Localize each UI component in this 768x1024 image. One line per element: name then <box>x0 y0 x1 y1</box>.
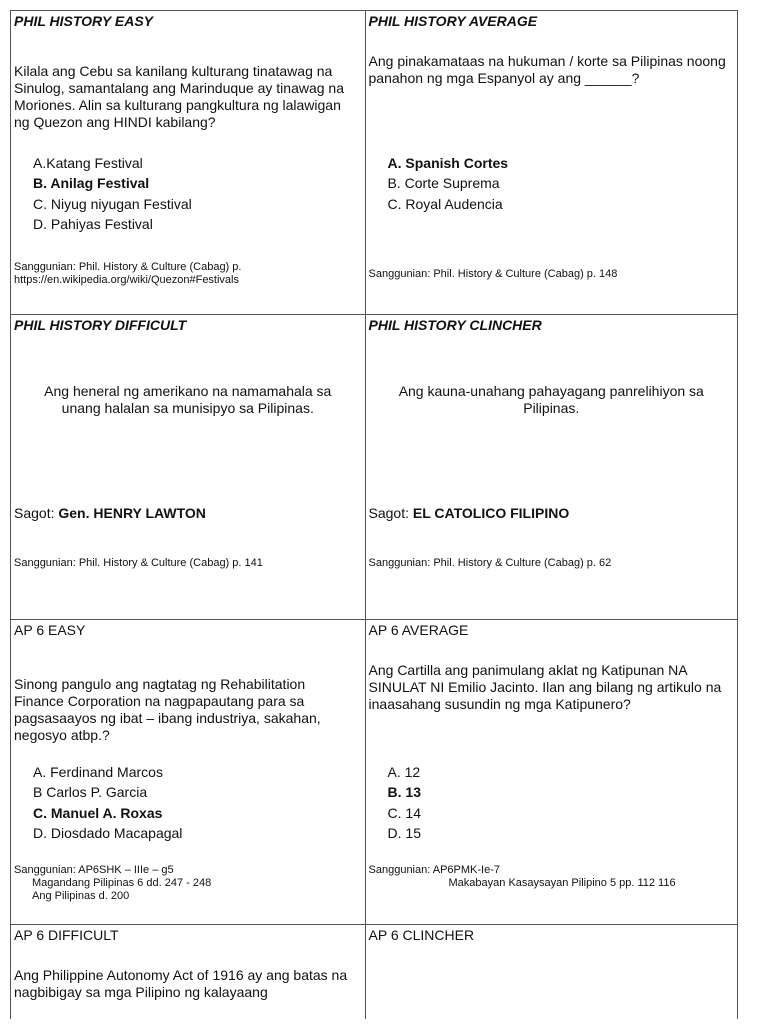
card-phil-history-easy <box>11 10 366 315</box>
card-title: AP 6 CLINCHER <box>368 927 475 943</box>
card-title: AP 6 EASY <box>14 622 86 638</box>
question-text: Ang kauna-unahang pahayagang panrelihiyon sa Pilipinas. <box>398 383 704 416</box>
choice-a: A.Katang Festival <box>33 155 143 171</box>
choice-c-correct: C. Manuel A. Roxas <box>33 804 163 821</box>
source-line: Sanggunian: AP6PMK-Ie-7 <box>368 864 500 876</box>
card-title: PHIL HISTORY CLINCHER <box>368 317 542 333</box>
source-link[interactable]: https://en.wikipedia.org/wiki/Quezon#Festivals <box>14 274 239 286</box>
card-title: PHIL HISTORY DIFFICULT <box>14 317 187 333</box>
choice-c: C. 14 <box>387 804 421 821</box>
choice-a: A. Ferdinand Marcos <box>33 764 163 780</box>
card-ap6-average <box>366 620 738 925</box>
answer-value: EL CATOLICO FILIPINO <box>412 505 570 521</box>
card-row <box>10 10 738 315</box>
choice-b-correct: B. Anilag Festival <box>33 175 150 192</box>
choice-a-correct: A. Spanish Cortes <box>387 155 509 171</box>
card-row <box>10 925 738 1019</box>
card-title: AP 6 AVERAGE <box>368 622 469 638</box>
choice-b: B. Corte Suprema <box>387 175 500 192</box>
choice-c: C. Royal Audencia <box>387 195 503 212</box>
choice-b: B Carlos P. Garcia <box>33 784 148 801</box>
quiz-card-grid <box>10 10 738 1019</box>
source-citation: Sanggunian: Phil. History & Culture (Cabag) p. 62 <box>368 557 612 569</box>
question-text: Ang Cartilla ang panimulang aklat ng Katipunan NA SINULAT NI Emilio Jacinto. Ilan ang bilang ng artikulo na inaasahang susundin ng mga Katipunero? <box>368 662 722 712</box>
choice-d: D. Pahiyas Festival <box>33 216 153 233</box>
source-line: Sanggunian: AP6SHK – IIIe – g5 <box>14 864 174 876</box>
answer-value: Gen. HENRY LAWTON <box>58 505 206 521</box>
choice-b-correct: B. 13 <box>387 784 421 801</box>
source-line: Ang Pilipinas d. 200 <box>32 890 130 902</box>
card-ap6-difficult <box>11 925 366 1019</box>
source-line: Makabayan Kasaysayan Pilipino 5 pp. 112 116 <box>448 877 676 889</box>
question-text: Ang pinakamataas na hukuman / korte sa Pilipinas noong panahon ng mga Espanyol ay ang ______? <box>368 53 726 86</box>
question-text: Kilala ang Cebu sa kanilang kulturang tinatawag na Sinulog, samantalang ang Marinduque ay tinawag na Moriones. Alin sa kulturang pangkultura ng lalawigan ng Quezon ang HINDI kabilang? <box>14 63 345 130</box>
card-phil-history-difficult <box>11 315 366 620</box>
answer-line <box>14 505 206 521</box>
card-title: PHIL HISTORY EASY <box>14 13 154 29</box>
card-ap6-clincher <box>366 925 738 1019</box>
choice-c: C. Niyug niyugan Festival <box>33 195 192 212</box>
answer-label: Sagot: <box>14 505 55 521</box>
question-text: Sinong pangulo ang nagtatag ng Rehabilitation Finance Corporation na nagpapautang para sa pagsasaayos ng ibat – ibang industriya, sakahan, negosyo atbp.? <box>14 676 321 743</box>
card-phil-history-average <box>366 10 738 315</box>
card-row <box>10 315 738 620</box>
choice-list <box>33 762 182 844</box>
answer-label: Sagot: <box>368 505 409 521</box>
source-citation <box>14 261 241 287</box>
card-ap6-easy <box>11 620 366 925</box>
source-line: Sanggunian: Phil. History & Culture (Cabag) p. <box>14 261 242 273</box>
source-line: Magandang Pilipinas 6 dd. 247 - 248 <box>32 877 212 889</box>
card-phil-history-clincher <box>366 315 738 620</box>
card-row <box>10 620 738 925</box>
question-text: Ang heneral ng amerikano na namamahala sa unang halalan sa munisipyo sa Pilipinas. <box>44 383 332 416</box>
choice-d: D. Diosdado Macapagal <box>33 825 183 842</box>
choice-a: A. 12 <box>387 764 421 780</box>
choice-d: D. 15 <box>387 825 421 842</box>
card-title: AP 6 DIFFICULT <box>14 927 119 943</box>
source-citation: Sanggunian: Phil. History & Culture (Cabag) p. 148 <box>368 268 618 280</box>
choice-list <box>388 762 421 844</box>
card-title: PHIL HISTORY AVERAGE <box>368 13 538 29</box>
question-text: Ang Philippine Autonomy Act of 1916 ay ang batas na nagbibigay sa mga Pilipino ng kalayaang <box>14 967 348 1000</box>
choice-list <box>388 153 509 214</box>
source-citation <box>14 864 211 903</box>
answer-line <box>369 505 570 521</box>
source-citation: Sanggunian: Phil. History & Culture (Cabag) p. 141 <box>14 557 263 569</box>
choice-list <box>33 153 192 235</box>
source-citation <box>369 864 676 890</box>
